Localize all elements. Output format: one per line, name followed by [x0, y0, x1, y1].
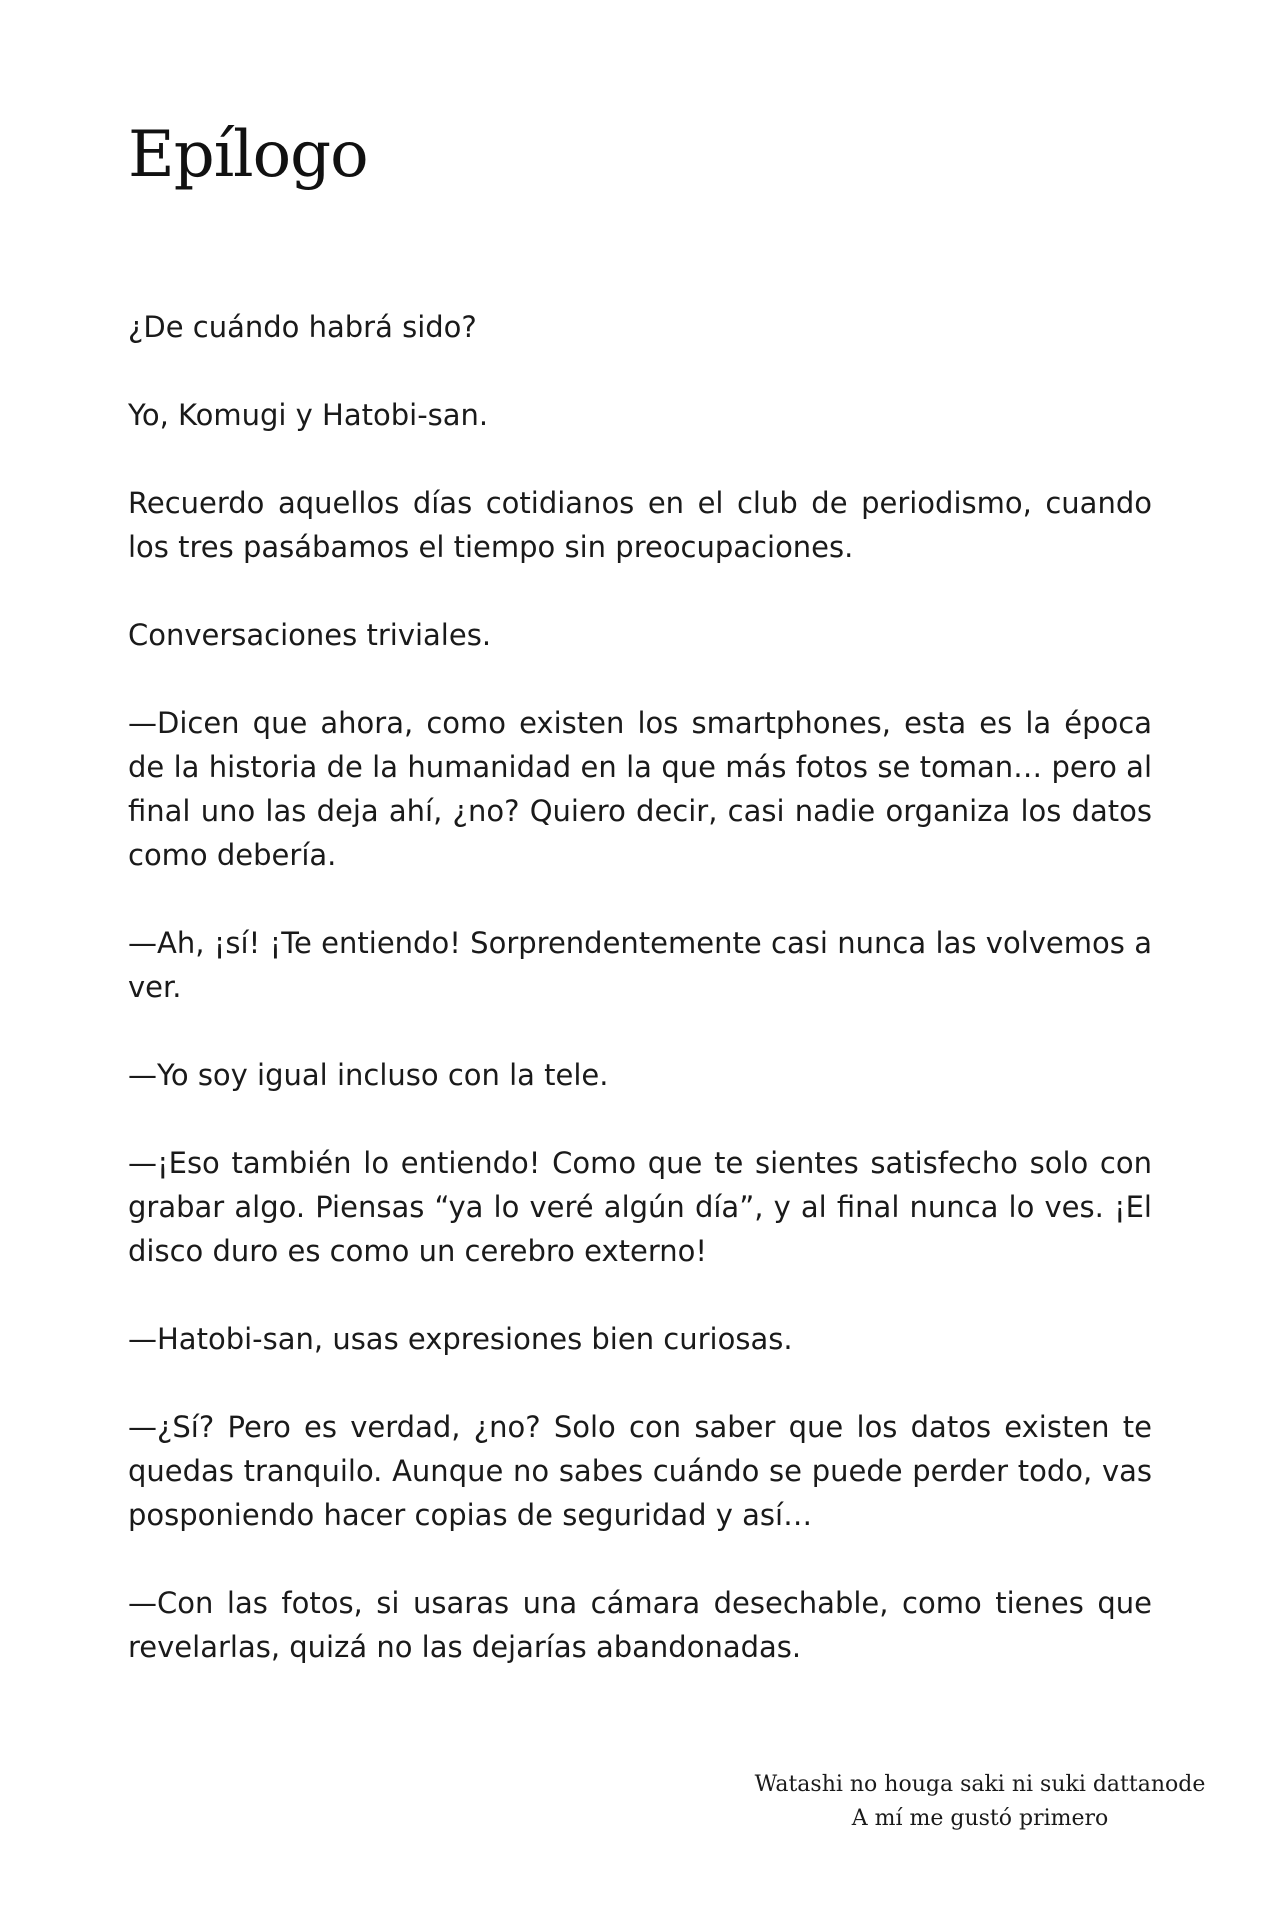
paragraph: —¿Sí? Pero es verdad, ¿no? Solo con saber que los datos existen te quedas tranquilo. Aunque no sabes cuándo se puede perder todo, vas posponiendo hacer copias de seguridad y así… — [128, 1410, 1152, 1532]
paragraph: —Hatobi-san, usas expresiones bien curiosas. — [128, 1322, 793, 1356]
page-footer — [740, 1768, 1220, 1836]
footer-original-title: Watashi no houga saki ni suki dattanode — [754, 1772, 1206, 1797]
paragraph: —Ah, ¡sí! ¡Te entiendo! Sorprendentemente casi nunca las volvemos a ver. — [128, 926, 1152, 1004]
paragraph: Recuerdo aquellos días cotidianos en el club de periodismo, cuando los tres pasábamos el tiempo sin preocupaciones. — [128, 486, 1152, 564]
footer-spanish-title: A mí me gustó primero — [851, 1806, 1109, 1831]
paragraph: —Yo soy igual incluso con la tele. — [128, 1058, 609, 1092]
chapter-title: Epílogo — [128, 118, 368, 192]
chapter-body — [128, 305, 1152, 1713]
paragraph: Yo, Komugi y Hatobi-san. — [128, 398, 489, 432]
paragraph: ¿De cuándo habrá sido? — [128, 310, 477, 344]
paragraph: —Con las fotos, si usaras una cámara desechable, como tienes que revelarlas, quizá no las dejarías abandonadas. — [128, 1586, 1152, 1664]
paragraph: —¡Eso también lo entiendo! Como que te sientes satisfecho solo con grabar algo. Piensas “ya lo veré algún día”, y al final nunca lo ves. ¡El disco duro es como un cerebro externo! — [128, 1146, 1152, 1268]
paragraph: —Dicen que ahora, como existen los smartphones, esta es la época de la historia de la humanidad en la que más fotos se toman… pero al final uno las deja ahí, ¿no? Quiero decir, casi nadie organiza los datos como debería. — [128, 706, 1152, 872]
paragraph: Conversaciones triviales. — [128, 618, 492, 652]
